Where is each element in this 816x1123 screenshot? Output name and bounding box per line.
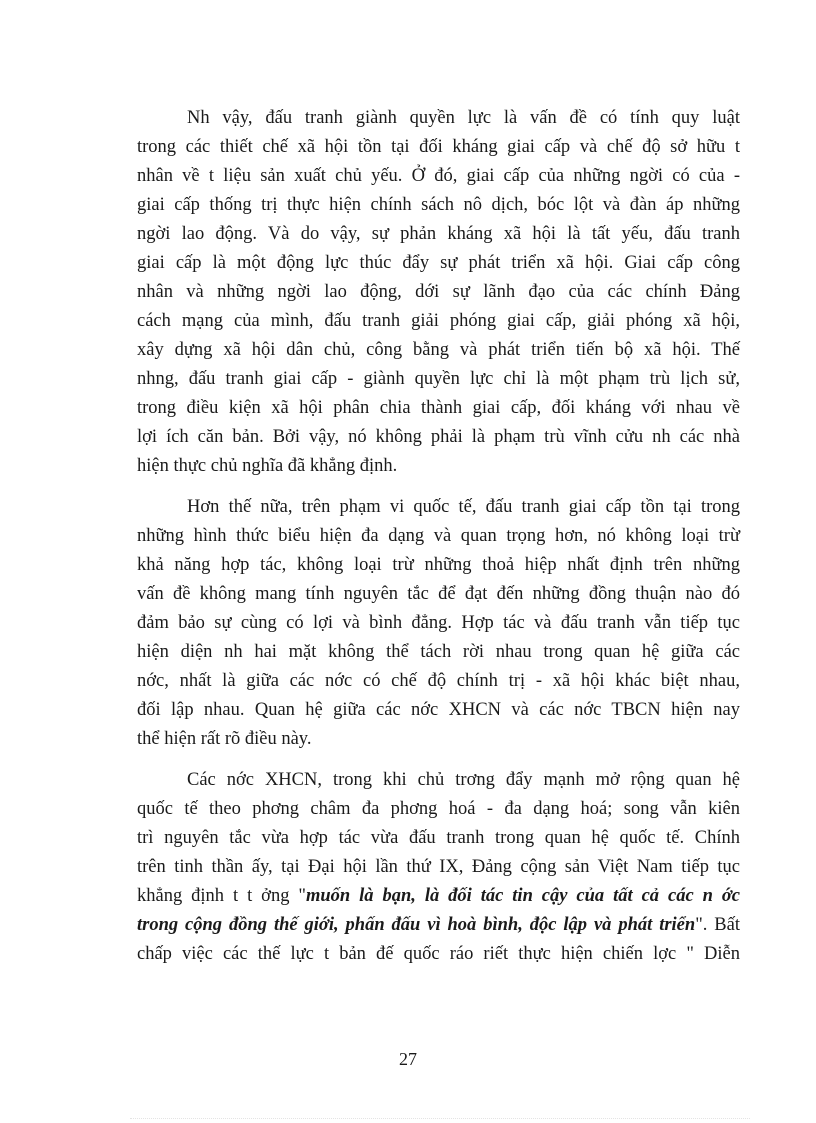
text-line-quote-end <box>137 911 740 940</box>
text-line: giai cấp là một động lực thúc đẩy sự phát triển xã hội. Giai cấp công <box>137 253 740 273</box>
paragraph-3 <box>137 766 740 969</box>
text-line: nhân về t liệu sản xuất chủ yếu. Ở đó, giai cấp của những ngời có của - <box>137 166 740 186</box>
text-line: hiện thực chủ nghĩa đã khẳng định. <box>137 456 398 476</box>
text-line: vấn đề không mang tính nguyên tắc để đạt đến những đồng thuận nào đó <box>137 584 740 604</box>
footer-divider <box>130 1118 750 1119</box>
text-line: lợi ích căn bản. Bởi vậy, nó không phải là phạm trù vĩnh cửu nh các nhà <box>137 427 740 447</box>
paragraph-1 <box>137 104 740 481</box>
text-line: trong điều kiện xã hội phân chia thành giai cấp, đối kháng với nhau về <box>137 398 740 418</box>
text-line: nớc, nhất là giữa các nớc có chế độ chính trị - xã hội khác biệt nhau, <box>137 671 740 691</box>
text-line: thể hiện rất rõ điều này. <box>137 729 312 749</box>
page-number: 27 <box>399 1049 417 1069</box>
text-line: cách mạng của mình, đấu tranh giải phóng giai cấp, giải phóng xã hội, <box>137 311 740 331</box>
text-line: Hơn thế nữa, trên phạm vi quốc tế, đấu tranh giai cấp tồn tại trong <box>187 497 740 517</box>
text-line: quốc tế theo phơng châm đa phơng hoá - đa dạng hoá; song vẫn kiên <box>137 799 740 819</box>
body-text <box>137 104 740 969</box>
text-line: nhân và những ngời lao động, dới sự lãnh đạo của các chính Đảng <box>137 282 740 302</box>
quote-tail: ". Bất <box>695 915 740 935</box>
quote-lead: khẳng định t t ởng " <box>137 886 306 906</box>
text-line: chấp việc các thế lực t bản đế quốc ráo riết thực hiện chiến lợc " Diễn <box>137 944 740 964</box>
quote-emphasis: muốn là bạn, là đối tác tin cậy của tất cả các n ớc <box>305 886 740 906</box>
paragraph-2 <box>137 493 740 754</box>
text-line: đối lập nhau. Quan hệ giữa các nớc XHCN và các nớc TBCN hiện nay <box>137 700 740 720</box>
text-line-quote-start <box>137 882 740 911</box>
text-line: trong các thiết chế xã hội tồn tại đối kháng giai cấp và chế độ sở hữu t <box>137 137 740 157</box>
text-line: Nh vậy, đấu tranh giành quyền lực là vấn đề có tính quy luật <box>187 108 740 128</box>
text-line: nhng, đấu tranh giai cấp - giành quyền lực chỉ là một phạm trù lịch sử, <box>137 369 740 389</box>
text-line: trên tinh thần ấy, tại Đại hội lần thứ IX, Đảng cộng sản Việt Nam tiếp tục <box>137 857 740 877</box>
quote-emphasis-continued: trong cộng đồng thế giới, phấn đấu vì hoà bình, độc lập và phát triển <box>137 915 696 935</box>
text-line: đảm bảo sự cùng có lợi và bình đẳng. Hợp tác và đấu tranh vẫn tiếp tục <box>137 613 740 633</box>
text-line: ngời lao động. Và do vậy, sự phản kháng xã hội là tất yếu, đấu tranh <box>137 224 740 244</box>
text-line: Các nớc XHCN, trong khi chủ trơng đẩy mạnh mở rộng quan hệ <box>187 770 740 790</box>
text-line: những hình thức biểu hiện đa dạng và quan trọng hơn, nó không loại trừ <box>137 526 740 546</box>
text-line: giai cấp thống trị thực hiện chính sách nô dịch, bóc lột và đàn áp những <box>137 195 740 215</box>
text-line: hiện diện nh hai mặt không thể tách rời nhau trong quan hệ giữa các <box>137 642 740 662</box>
text-line: trì nguyên tắc vừa hợp tác vừa đấu tranh trong quan hệ quốc tế. Chính <box>137 828 740 848</box>
text-line: khả năng hợp tác, không loại trừ những thoả hiệp nhất định trên những <box>137 555 740 575</box>
text-line: xây dựng xã hội dân chủ, công bằng và phát triển tiến bộ xã hội. Thế <box>137 340 740 360</box>
